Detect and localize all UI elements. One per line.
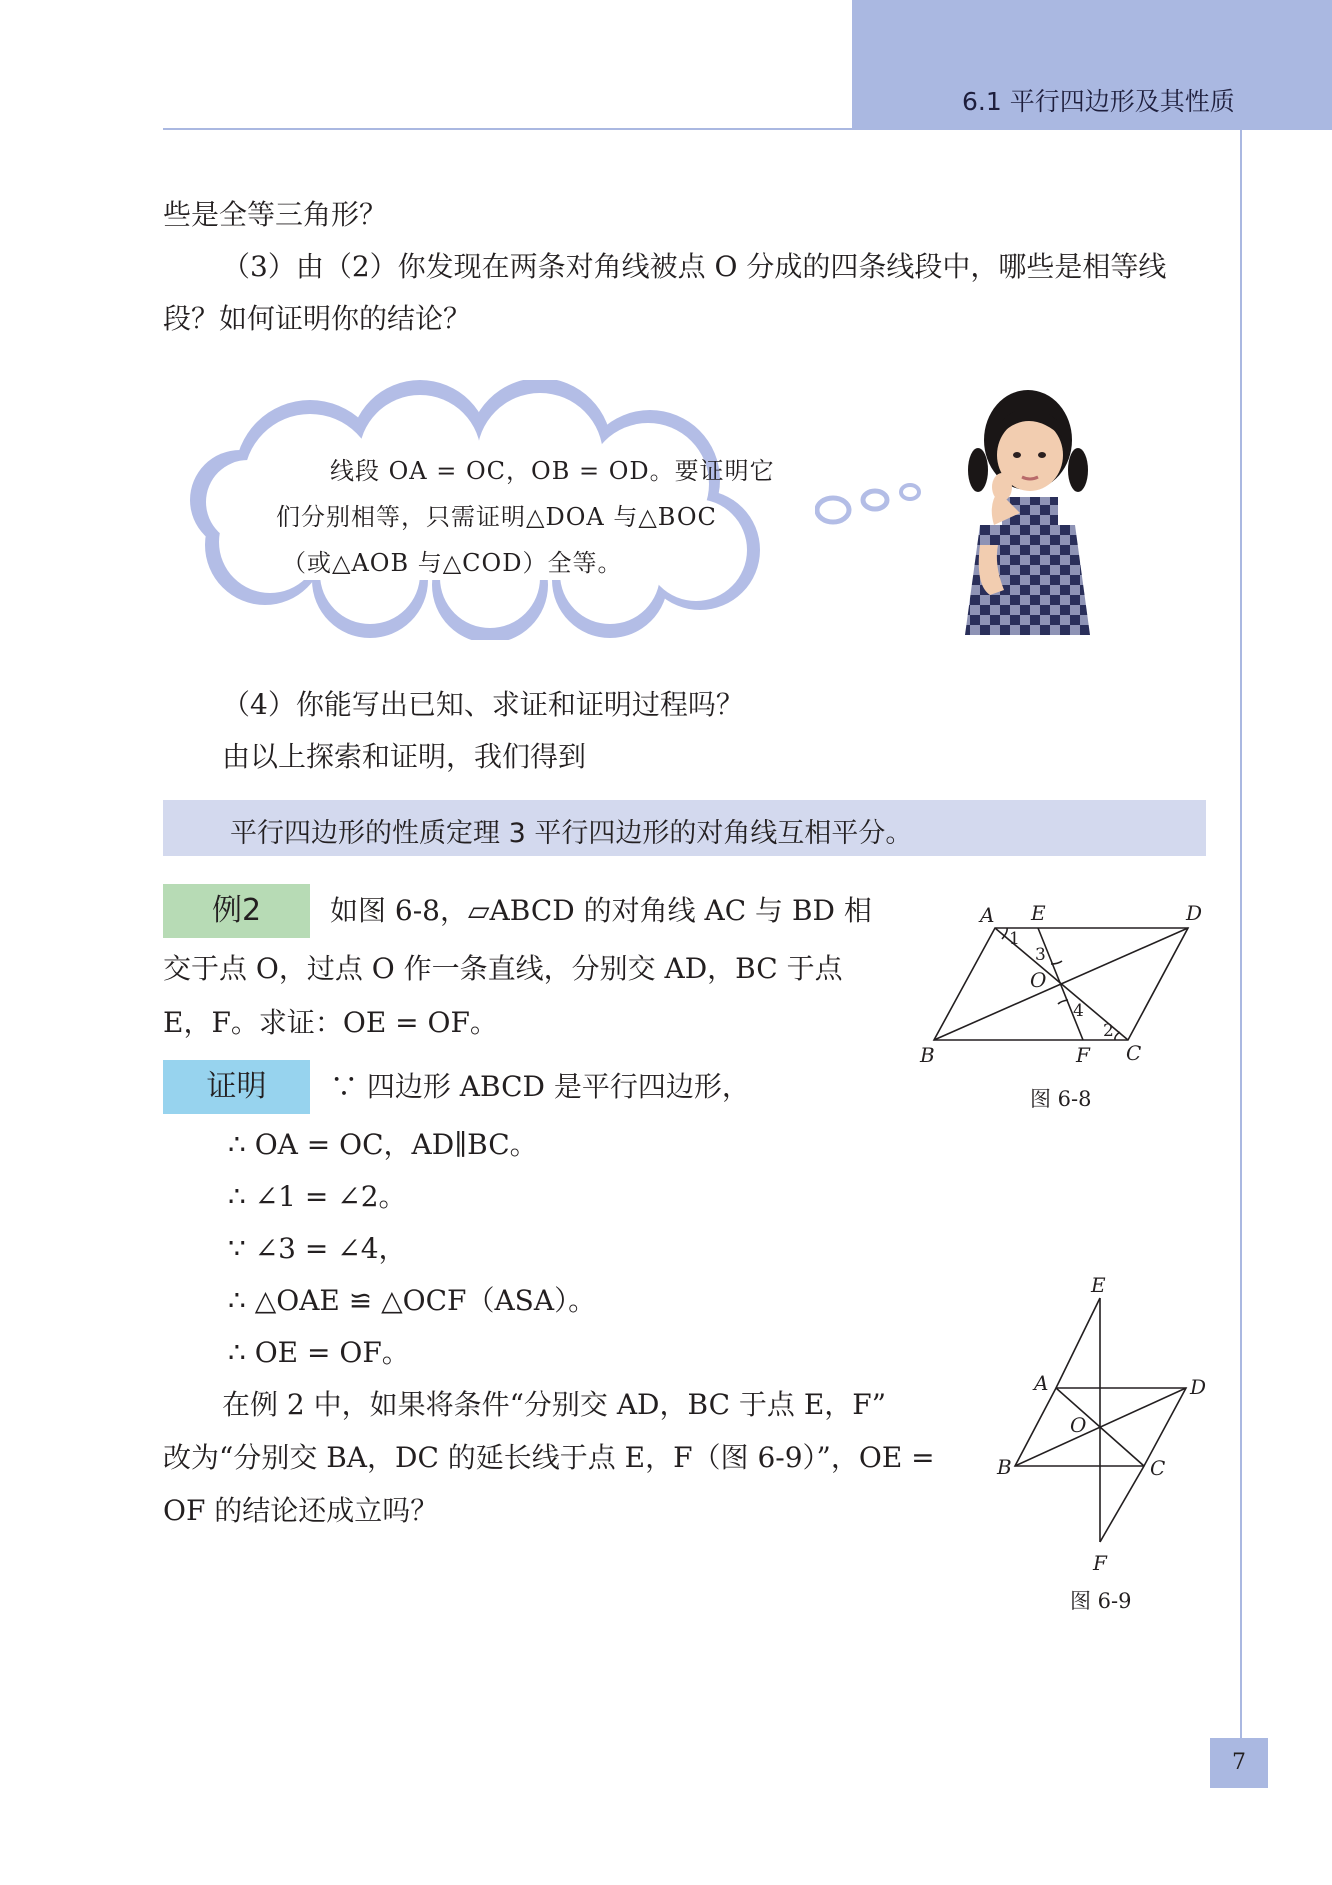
fig9-label-o: O	[1070, 1413, 1087, 1437]
example-tag: 例2	[163, 884, 310, 938]
fig9-label-a: A	[1034, 1371, 1049, 1395]
figure-6-8-caption: 图 6-8	[1030, 1087, 1092, 1111]
fig8-angle-4: 4	[1073, 1001, 1084, 1021]
fig9-label-b: B	[997, 1455, 1012, 1479]
figure-6-9-caption: 图 6-9	[1070, 1589, 1132, 1613]
followup-line-1: 在例 2 中，如果将条件“分别交 AD，BC 于点 E，F”	[222, 1388, 887, 1421]
followup-line-3: OF 的结论还成立吗？	[163, 1494, 439, 1527]
text-line-5: 由以上探索和证明，我们得到	[222, 740, 587, 773]
thought-dots	[815, 478, 930, 528]
text-line-3: 段？如何证明你的结论？	[163, 302, 472, 335]
text-line-1: 些是全等三角形？	[163, 198, 388, 231]
fig8-label-f: F	[1076, 1043, 1090, 1067]
bubble-line-2: 们分别相等，只需证明△DOA 与△BOC	[276, 503, 717, 531]
proof-line-6: ∴ OE = OF。	[228, 1336, 410, 1369]
proof-line-3: ∴ ∠1 = ∠2。	[228, 1180, 407, 1213]
fig8-label-c: C	[1126, 1041, 1142, 1065]
fig8-angle-4-arc	[1058, 1000, 1068, 1004]
fig8-label-o: O	[1030, 968, 1047, 992]
fig9-label-d: D	[1190, 1375, 1207, 1399]
fig8-label-a: A	[980, 903, 995, 927]
fig9-label-c: C	[1150, 1456, 1166, 1480]
example-line-2: 交于点 O，过点 O 作一条直线，分别交 AD，BC 于点	[163, 952, 843, 985]
girl-illustration	[960, 385, 1095, 635]
proof-line-4: ∵ ∠3 = ∠4，	[228, 1232, 407, 1265]
figure-6-9	[990, 1270, 1220, 1580]
fig8-label-d: D	[1186, 901, 1203, 925]
fig9-label-f: F	[1093, 1551, 1107, 1575]
fig9-extension-dc	[1100, 1466, 1144, 1542]
header-rule	[163, 128, 852, 130]
proof-line-1: ∵ 四边形 ABCD 是平行四边形，	[330, 1070, 750, 1103]
bubble-line-1: 线段 OA = OC，OB = OD。要证明它	[330, 457, 775, 485]
example-line-1: 如图 6-8，▱ABCD 的对角线 AC 与 BD 相	[330, 894, 872, 927]
fig8-angle-3: 3	[1035, 945, 1046, 965]
fig8-label-b: B	[920, 1043, 935, 1067]
fig9-label-e: E	[1091, 1273, 1106, 1297]
fig8-angle-2: 2	[1103, 1021, 1114, 1041]
fig8-label-e: E	[1031, 901, 1046, 925]
proof-tag: 证明	[163, 1060, 310, 1114]
page-number: 7	[1232, 1750, 1246, 1775]
text-line-4: （4）你能写出已知、求证和证明过程吗？	[222, 688, 744, 721]
proof-line-5: ∴ △OAE ≌ △OCF（ASA）。	[228, 1284, 597, 1317]
example-line-3: E，F。求证：OE = OF。	[163, 1006, 498, 1039]
fig8-angle-2-arc	[1115, 1032, 1120, 1040]
fig9-extension-ba	[1056, 1298, 1100, 1388]
margin-rule	[1240, 130, 1242, 1742]
followup-line-2: 改为“分别交 BA，DC 的延长线于点 E，F（图 6-9）”，OE =	[163, 1441, 935, 1474]
section-title: 6.1 平行四边形及其性质	[962, 87, 1235, 116]
fig8-angle-1: 1	[1009, 929, 1020, 949]
theorem-text: 平行四边形的性质定理 3 平行四边形的对角线互相平分。	[230, 818, 913, 849]
text-line-2: （3）由（2）你发现在两条对角线被点 O 分成的四条线段中，哪些是相等线	[222, 250, 1167, 283]
figure-6-8	[918, 898, 1218, 1068]
bubble-line-3: （或△AOB 与△COD）全等。	[282, 549, 623, 577]
proof-line-2: ∴ OA = OC，AD∥BC。	[228, 1128, 538, 1161]
